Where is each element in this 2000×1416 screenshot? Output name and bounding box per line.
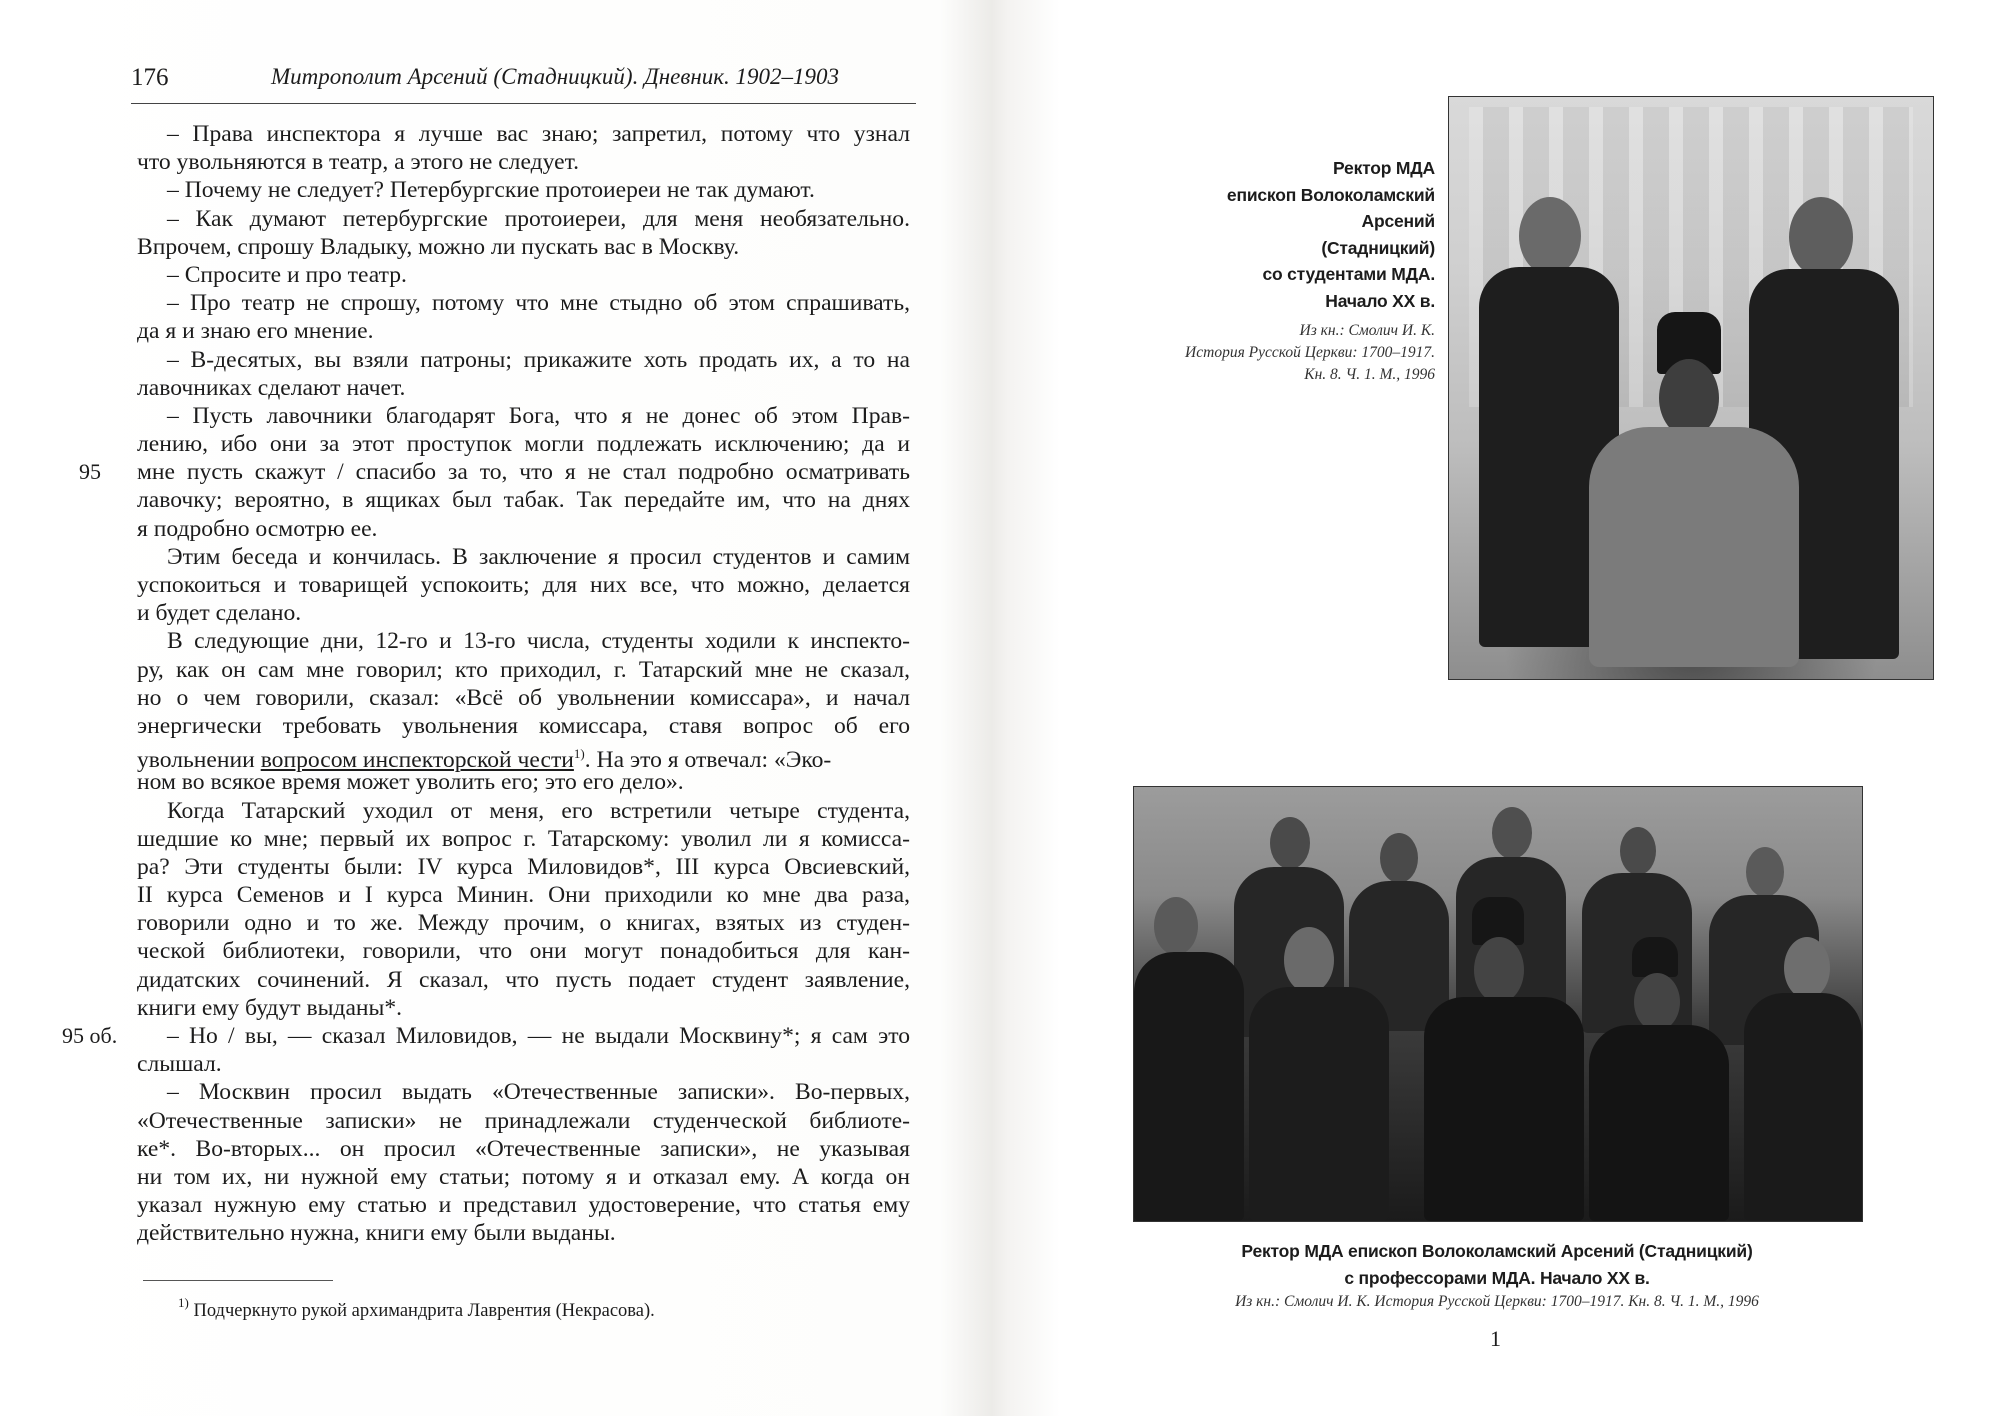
person-head <box>1519 197 1581 275</box>
text-line: говорили одно и то же. Между прочим, о книгах, взятых из студен- <box>137 910 910 937</box>
photo-caption-1 <box>1150 155 1435 386</box>
text-line: – Как думают петербургские протоиереи, для меня необязательно. <box>167 205 910 232</box>
photo-caption-2 <box>1133 1238 1861 1313</box>
person-klobuk <box>1632 937 1678 977</box>
caption-title-line: с профессорами МДА. Начало XX в. <box>1344 1267 1650 1288</box>
person-head <box>1270 817 1310 869</box>
photo-rector-with-professors <box>1133 786 1863 1222</box>
underlined-phrase: вопросом инспекторской чести <box>260 747 574 774</box>
text-line: я подробно осмотрю ее. <box>137 515 378 542</box>
caption-source-line: История Русской Церкви: 1700–1917. <box>1185 344 1435 361</box>
margin-folio-note: 95 об. <box>62 1023 118 1048</box>
text-line <box>62 1022 910 1050</box>
text-line: указал нужную ему статью и представил удостоверение, что статья ему <box>137 1192 910 1219</box>
person-coat <box>1589 1025 1729 1221</box>
text-line: ке*. Во-вторых... он просил «Отечественные записки», не указывая <box>137 1135 910 1162</box>
text-fragment: увольнении <box>137 747 255 774</box>
person-head <box>1284 927 1334 993</box>
footnote <box>178 1295 655 1322</box>
text-line: ру, как он сам мне говорил; кто приходил, г. Татарский мне не сказал, <box>137 656 910 683</box>
caption-title-line: со студентами МДА. <box>1262 264 1435 284</box>
text-line: Этим беседа и кончилась. В заключение я просил студентов и самим <box>167 543 910 570</box>
caption-source-line: Кн. 8. Ч. 1. М., 1996 <box>1304 366 1435 383</box>
text-line: – Пусть лавочники благодарят Бога, что я не донес об этом Прав- <box>167 402 910 429</box>
text-line: – Про театр не спрошу, потому что мне стыдно об этом спрашивать, <box>167 290 910 317</box>
footnote-text: Подчеркнуто рукой архимандрита Лаврентия (Некрасова). <box>193 1301 655 1321</box>
text-line: – В-десятых, вы взяли патроны; прикажите хоть продать их, а то на <box>167 346 910 373</box>
footnote-marker: 1) <box>178 1295 189 1310</box>
margin-folio-note: 95 <box>79 459 101 485</box>
person-head <box>1620 827 1656 875</box>
person-head <box>1634 973 1680 1031</box>
text-line: действительно нужна, книги ему были выданы. <box>137 1220 616 1247</box>
person-head <box>1380 833 1418 883</box>
person-coat <box>1744 993 1862 1221</box>
text-line: что увольняются в театр, а этого не следует. <box>137 149 580 176</box>
footnote-rule <box>143 1280 333 1281</box>
text-line-content: мне пусть скажут / спасибо за то, что я не стал подробно осматривать <box>137 459 910 486</box>
text-line: лавочку; вероятно, в ящиках был табак. Так передайте им, что на днях <box>137 487 910 514</box>
person-robe <box>1589 427 1799 667</box>
running-head <box>131 64 916 104</box>
text-line: Впрочем, спрошу Владыку, можно ли пускать вас в Москву. <box>137 233 740 260</box>
text-line: – Права инспектора я лучше вас знаю; запретил, потому что узнал <box>167 121 910 147</box>
person-coat <box>1249 987 1389 1221</box>
text-line: дидатских сочинений. Я сказал, что пусть подает студент заявление, <box>137 966 910 993</box>
text-line: – Спросите и про театр. <box>167 261 407 288</box>
page-number-left: 176 <box>131 64 169 91</box>
person-head <box>1746 847 1784 897</box>
text-line: энергически требовать увольнения комиссара, ставя вопрос об его <box>137 712 910 739</box>
text-line: ни том их, ни нужной ему статьи; потому я и отказал ему. А когда он <box>137 1163 910 1190</box>
text-line: успокоиться и товарищей успокоить; для них все, что можно, делается <box>137 572 910 598</box>
text-line: «Отечественные записки» не принадлежали студенческой библиоте- <box>137 1107 910 1134</box>
person-head <box>1474 937 1524 1003</box>
photo-rector-with-students <box>1448 96 1934 680</box>
text-line: Когда Татарский уходил от меня, его встретили четыре студента, <box>167 797 910 824</box>
caption-source-line: Из кн.: Смолич И. К. <box>1299 322 1435 339</box>
person-head <box>1789 197 1853 277</box>
text-line: книги ему будут выданы*. <box>137 994 403 1021</box>
text-line: ческой библиотеки, говорили, что они могут понадобиться для кан- <box>137 938 910 965</box>
running-title: Митрополит Арсений (Стадницкий). Дневник. 1902–1903 <box>271 64 839 89</box>
person-coat <box>1134 952 1244 1221</box>
caption-title-line: Ректор МДА епископ Волоколамский Арсений (Стадницкий) <box>1241 1241 1753 1261</box>
text-line: и будет сделано. <box>137 600 302 627</box>
person-head <box>1784 937 1830 999</box>
caption-title-line: епископ Волоколамский Арсений <box>1226 184 1435 231</box>
text-fragment: . На это я отвечал: «Эко- <box>584 747 832 774</box>
header-rule <box>131 103 916 104</box>
text-line: слышал. <box>137 1051 222 1078</box>
text-line: ра? Эти студенты были: IV курса Миловидов*, III курса Овсиевский, <box>137 853 910 880</box>
footnote-ref: 1) <box>573 746 585 762</box>
text-line: лению, ибо они за этот проступок могли подлежать исключению; да и <box>137 431 910 458</box>
caption-source-line: Из кн.: Смолич И. К. История Русской Церкви: 1700–1917. Кн. 8. Ч. 1. М., 1996 <box>1235 1293 1759 1310</box>
text-line: В следующие дни, 12-го и 13-го числа, студенты ходили к инспекто- <box>167 628 910 655</box>
text-line: II курса Семенов и I курса Минин. Они приходили ко мне два раза, <box>137 882 910 909</box>
caption-title-line: (Стадницкий) <box>1321 237 1435 258</box>
body-text <box>62 120 910 1248</box>
person-head <box>1659 359 1719 437</box>
person-coat <box>1424 997 1584 1221</box>
page-number-right: 1 <box>1490 1326 1501 1351</box>
caption-title-line: Начало XX в. <box>1325 290 1435 311</box>
text-line <box>79 458 910 486</box>
text-line: да я и знаю его мнение. <box>137 318 374 345</box>
text-line: лавочниках сделают начет. <box>137 374 406 401</box>
text-line <box>137 740 910 774</box>
caption-title-line: Ректор МДА <box>1333 158 1435 178</box>
text-line: но о чем говорили, сказал: «Всё об увольнении комиссара», и начал <box>137 684 910 711</box>
text-line: – Почему не следует? Петербургские протоиереи не так думают. <box>167 177 815 204</box>
text-line-content: – Но / вы, — сказал Миловидов, — не выдали Москвину*; я сам это <box>167 1023 910 1049</box>
text-line: – Москвин просил выдать «Отечественные записки». Во-первых, <box>167 1079 910 1106</box>
text-line: ном во всякое время может уволить его; это его дело». <box>137 769 684 796</box>
person-head <box>1154 897 1198 955</box>
text-line: шедшие ко мне; первый их вопрос г. Татарскому: уволил ли я комисса- <box>137 825 910 852</box>
person-head <box>1492 807 1532 859</box>
